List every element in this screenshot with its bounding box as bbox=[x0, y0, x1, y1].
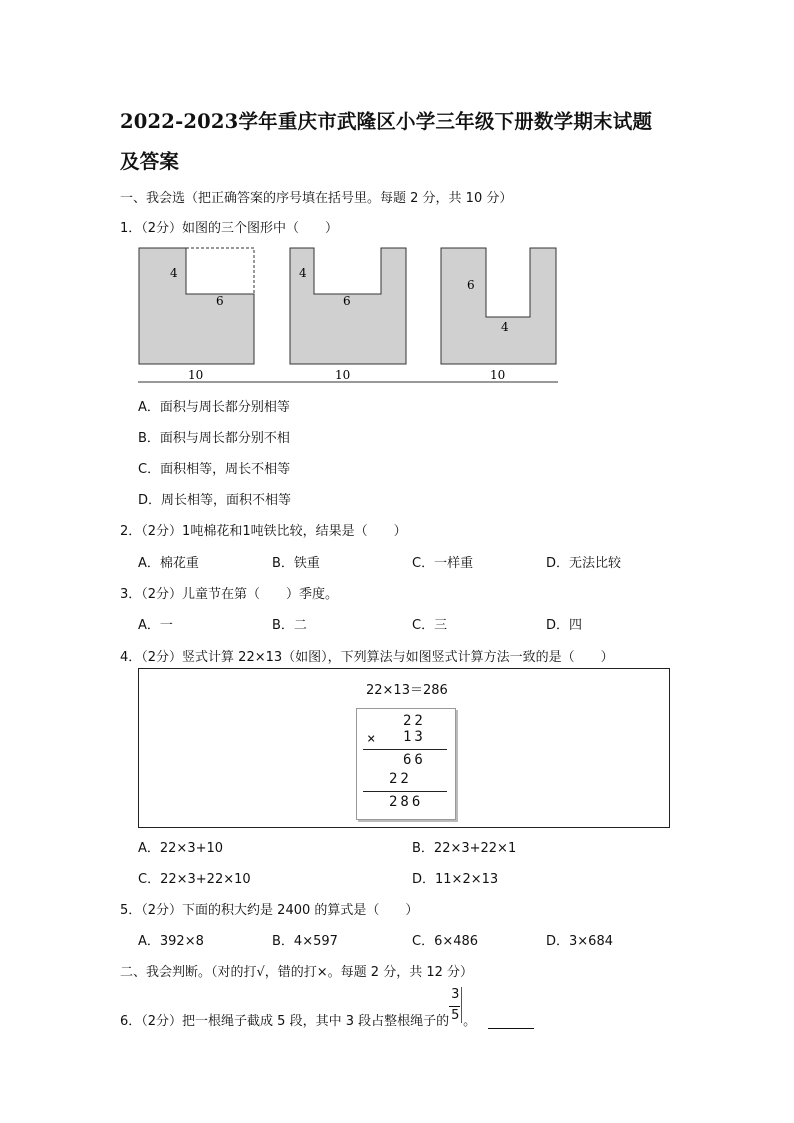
figure-shape-3 bbox=[441, 248, 556, 382]
fig1-base-label: 10 bbox=[188, 368, 204, 382]
fig2-side-label: 4 bbox=[299, 266, 307, 280]
question-3-option-c: C．三 bbox=[412, 618, 448, 633]
section-heading-2: 二、我会判断。（对的打√，错的打×。每题 2 分，共 12 分） bbox=[120, 965, 474, 980]
answer-blank[interactable] bbox=[488, 1014, 534, 1029]
fig3-side-label: 6 bbox=[467, 278, 475, 292]
document-title-line2: 及答案 bbox=[120, 150, 180, 173]
section-heading-1: 一、我会选（把正确答案的序号填在括号里。每题 2 分，共 10 分） bbox=[120, 191, 513, 206]
document-title-line1: 2022-2023学年重庆市武隆区小学三年级下册数学期末试题 bbox=[120, 110, 653, 133]
fraction-numerator: 3 bbox=[451, 987, 460, 1002]
fraction-bar bbox=[449, 1006, 460, 1007]
question-1-option-a: A．面积与周长都分别相等 bbox=[138, 400, 290, 415]
fig3-base-label: 10 bbox=[490, 368, 506, 382]
question-3-option-d: D．四 bbox=[546, 618, 583, 633]
question-6-text: 6．（2分）把一根绳子截成 5 段，其中 3 段占整根绳子的 bbox=[120, 1014, 450, 1029]
fraction-denominator: 5 bbox=[451, 1008, 460, 1023]
fig1-side-label: 4 bbox=[170, 266, 178, 280]
fraction-box-edge bbox=[461, 987, 462, 1023]
question-6-end: 。 bbox=[463, 1014, 477, 1029]
question-5-stem: 5．（2分）下面的积大约是 2400 的算式是（ ） bbox=[120, 903, 419, 918]
question-6-stem bbox=[120, 987, 534, 1029]
question-5-option-d: D．3×684 bbox=[546, 934, 613, 949]
question-4-option-d: D．11×2×13 bbox=[412, 872, 499, 887]
question-2-option-d: D．无法比较 bbox=[546, 556, 622, 571]
question-1-figure bbox=[138, 247, 558, 383]
question-1-stem: 1．（2分）如图的三个图形中（ ） bbox=[120, 221, 339, 236]
question-3-option-b: B．二 bbox=[272, 618, 307, 633]
calc-row-partial-1: 66 bbox=[403, 752, 426, 768]
question-2-option-a: A．棉花重 bbox=[138, 556, 199, 571]
question-2-option-b: B．铁重 bbox=[272, 556, 320, 571]
question-4-stem: 4．（2分）竖式计算 22×13（如图），下列算法与如图竖式计算方法一致的是（ ） bbox=[120, 650, 614, 665]
question-4-option-a: A．22×3+10 bbox=[138, 841, 224, 856]
calc-divider-1 bbox=[363, 749, 447, 750]
fraction bbox=[449, 987, 463, 1025]
calc-multiply-sign: × bbox=[367, 731, 376, 747]
fig2-inner-label: 6 bbox=[343, 294, 351, 308]
question-2-option-c: C．一样重 bbox=[412, 556, 474, 571]
calc-row-multiplicand: 22 bbox=[403, 713, 426, 729]
question-1-option-c: C．面积相等，周长不相等 bbox=[138, 462, 291, 477]
question-4-equation: 22×13＝286 bbox=[366, 683, 448, 698]
figure-shape-1 bbox=[139, 248, 254, 382]
fig1-inner-label: 6 bbox=[216, 294, 224, 308]
calc-row-partial-2: 22 bbox=[389, 771, 412, 787]
question-5-option-c: C．6×486 bbox=[412, 934, 479, 949]
calc-divider-2 bbox=[363, 791, 447, 792]
calc-row-product: 286 bbox=[389, 794, 424, 810]
question-3-stem: 3．（2分）儿童节在第（ ）季度。 bbox=[120, 587, 339, 602]
vertical-calculation-card bbox=[356, 708, 456, 820]
question-5-option-b: B．4×597 bbox=[272, 934, 338, 949]
question-4-option-c: C．22×3+22×10 bbox=[138, 872, 251, 887]
figure-shape-2 bbox=[290, 248, 406, 382]
question-1-option-b: B．面积与周长都分别不相 bbox=[138, 431, 290, 446]
fig2-base-label: 10 bbox=[335, 368, 351, 382]
question-5-option-a: A．392×8 bbox=[138, 934, 204, 949]
question-3-option-a: A．一 bbox=[138, 618, 173, 633]
fig3-inner-label: 4 bbox=[501, 320, 509, 334]
question-1-option-d: D．周长相等，面积不相等 bbox=[138, 493, 292, 508]
question-2-stem: 2．（2分）1吨棉花和1吨铁比较，结果是（ ） bbox=[120, 524, 407, 539]
calc-row-multiplier: 13 bbox=[403, 729, 426, 745]
question-4-option-b: B．22×3+22×1 bbox=[412, 841, 517, 856]
